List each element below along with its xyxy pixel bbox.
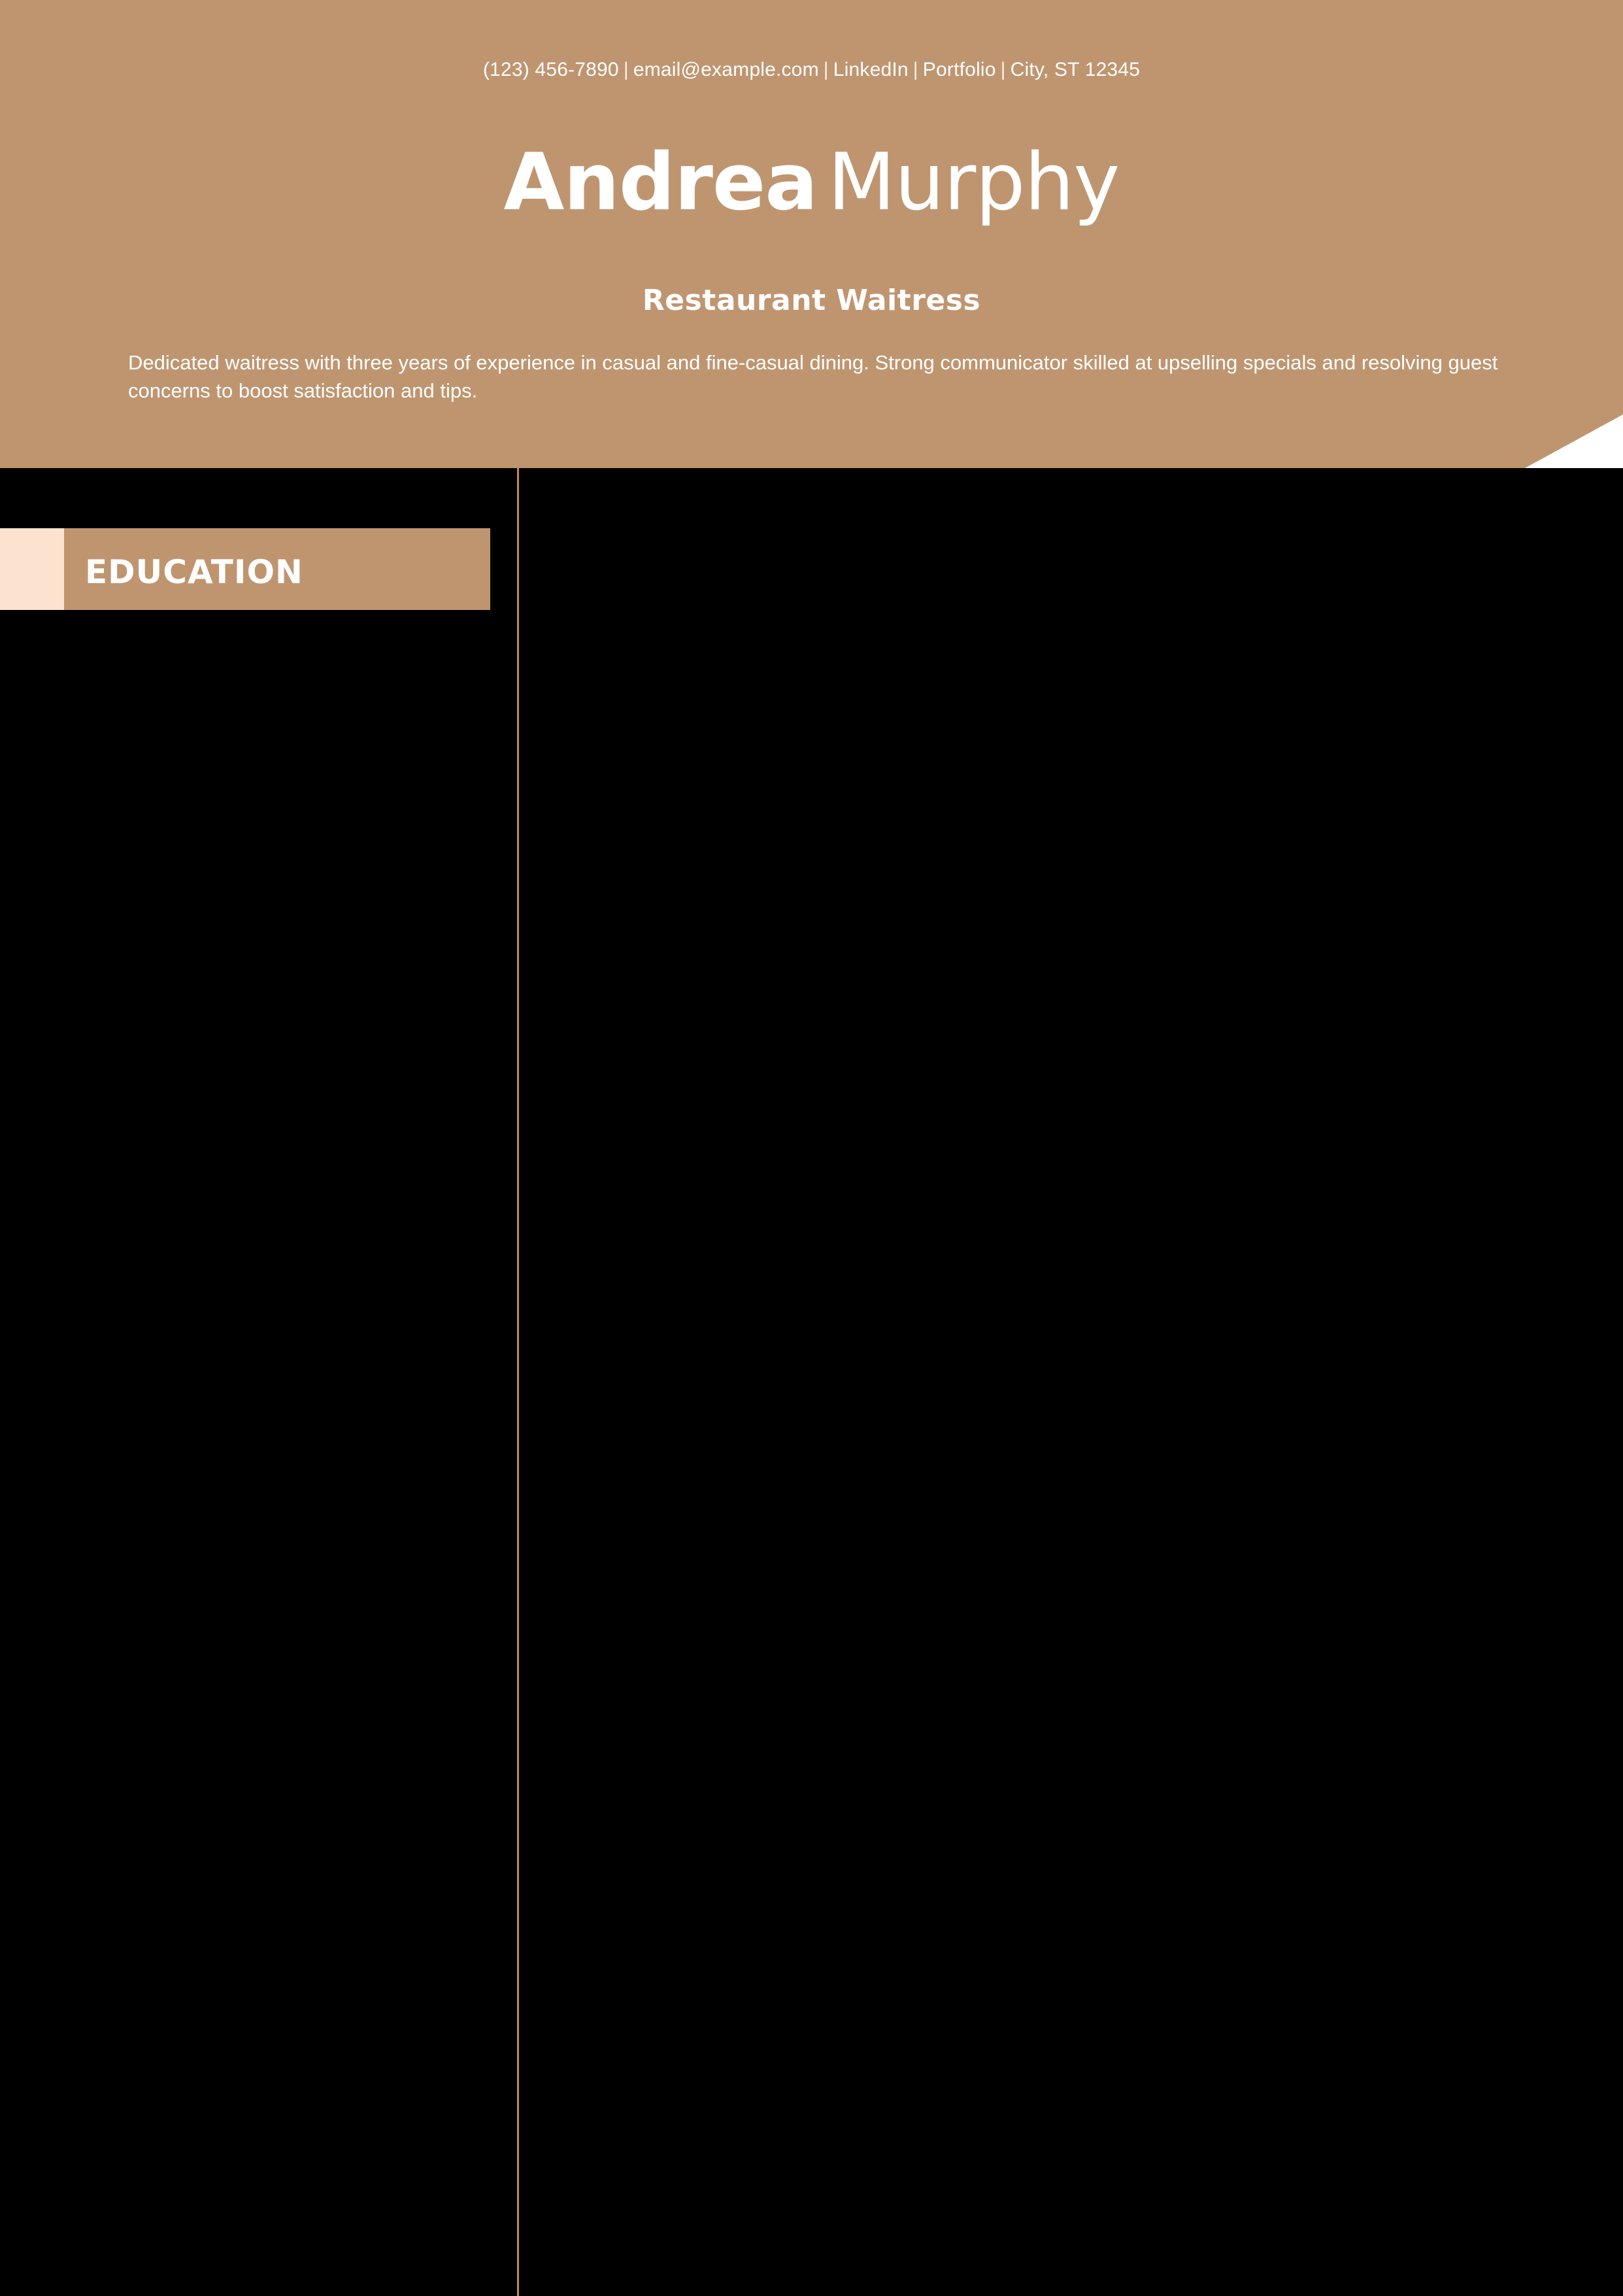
- right-column: [519, 468, 1623, 2296]
- contact-phone: (123) 456-7890: [482, 59, 619, 80]
- contact-portfolio[interactable]: Portfolio: [922, 59, 996, 80]
- contact-separator-4: |: [1000, 59, 1006, 80]
- section-education: [0, 528, 490, 610]
- contact-separator-2: |: [823, 59, 829, 80]
- contact-email: email@example.com: [633, 59, 819, 80]
- contact-location: City, ST 12345: [1010, 59, 1141, 80]
- candidate-first-name: Andrea: [503, 137, 818, 228]
- section-title-education: EDUCATION: [85, 553, 303, 591]
- candidate-name: [0, 137, 1623, 228]
- resume-body: [0, 468, 1623, 2296]
- contact-line: [0, 59, 1623, 81]
- contact-linkedin[interactable]: LinkedIn: [833, 59, 909, 80]
- contact-separator-1: |: [623, 59, 629, 80]
- contact-separator-3: |: [912, 59, 918, 80]
- left-column: [0, 468, 516, 2296]
- corner-fold-decoration: [1525, 414, 1623, 468]
- professional-summary: Dedicated waitress with three years of experience in casual and fine-casual dining. Strong communicator skilled at upselling specials and resolving guest concerns to boost satisfaction and tips.: [128, 351, 1498, 402]
- candidate-last-name: Murphy: [828, 137, 1120, 228]
- job-title: Restaurant Waitress: [642, 284, 981, 317]
- section-accent-block: [0, 528, 64, 610]
- resume-header: [0, 0, 1623, 468]
